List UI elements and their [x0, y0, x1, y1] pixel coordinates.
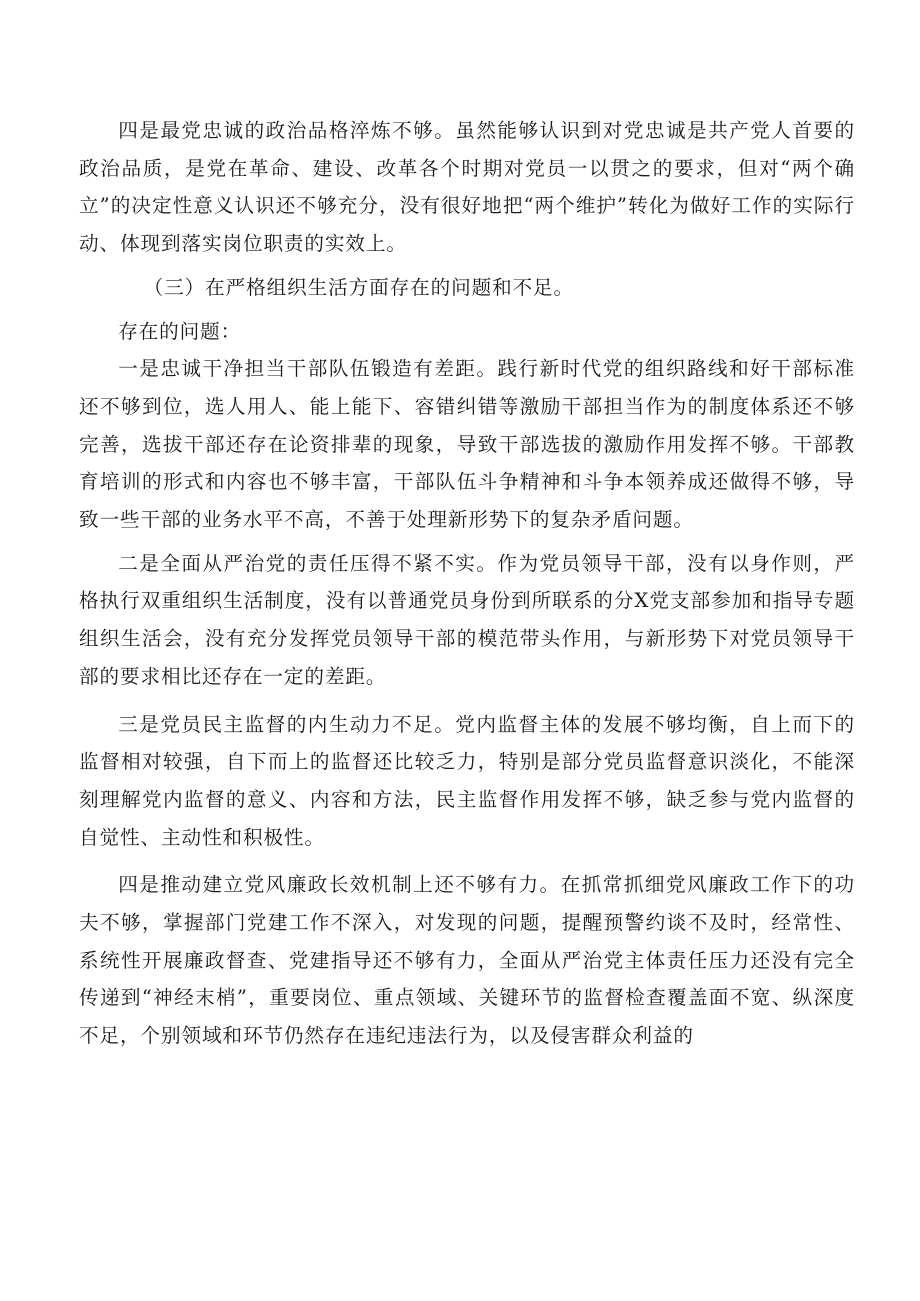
- paragraph-loyalty: 四是最党忠诚的政治品格淬炼不够。虽然能够认识到对党忠诚是共产党人首要的政治品质，是党在革命、建设、改革各个时期对党员一以贯之的要求，但对“两个确立”的决定性意义认识还不够充分，没有很好地把“两个维护”转化为做好工作的实际行动、体现到落实岗位职责的实效上。: [79, 119, 855, 256]
- paragraph-cadre-team: 一是忠诚干净担当干部队伍锻造有差距。践行新时代党的组织路线和好干部标准还不够到位，选人用人、能上能下、容错纠错等激励干部担当作为的制度体系还不够完善，选拔干部还存在论资排辈的现象，导致干部选拔的激励作用发挥不够。干部教育培训的形式和内容也不够丰富，干部队伍斗争精神和斗争本领养成还做得不够，导致一些干部的业务水平不高，不善于处理新形势下的复杂矛盾问题。: [79, 357, 855, 532]
- paragraph-integrity-mechanism: 四是推动建立党风廉政长效机制上还不够有力。在抓常抓细党风廉政工作下的功夫不够，掌握部门党建工作不深入，对发现的问题，提醒预警约谈不及时，经常性、系统性开展廉政督查、党建指导还不够有力，全面从严治党主体责任压力还没有完全传递到“神经末梢”，重要岗位、重点领域、关键环节的监督检查覆盖面不宽、纵深度不足，个别领域和环节仍然存在违纪违法行为，以及侵害群众利益的: [79, 873, 855, 1048]
- paragraph-party-governance: 二是全面从严治党的责任压得不紧不实。作为党员领导干部，没有以身作则，严格执行双重组织生活制度，没有以普通党员身份到所联系的分X党支部参加和指导专题组织生活会，没有充分发挥党员领导干部的模范带头作用，与新形势下对党员领导干部的要求相比还存在一定的差距。: [79, 551, 855, 688]
- section-heading: （三）在严格组织生活方面存在的问题和不足。: [143, 275, 575, 299]
- problems-label: 存在的问题：: [118, 319, 242, 343]
- paragraph-democratic-supervision: 三是党员民主监督的内生动力不足。党内监督主体的发展不够均衡，自上而下的监督相对较强，自下而上的监督还比较乏力，特别是部分党员监督意识淡化，不能深刻理解党内监督的意义、内容和方法，民主监督作用发挥不够，缺乏参与党内监督的自觉性、主动性和积极性。: [79, 712, 855, 849]
- document-body: [79, 112, 855, 1055]
